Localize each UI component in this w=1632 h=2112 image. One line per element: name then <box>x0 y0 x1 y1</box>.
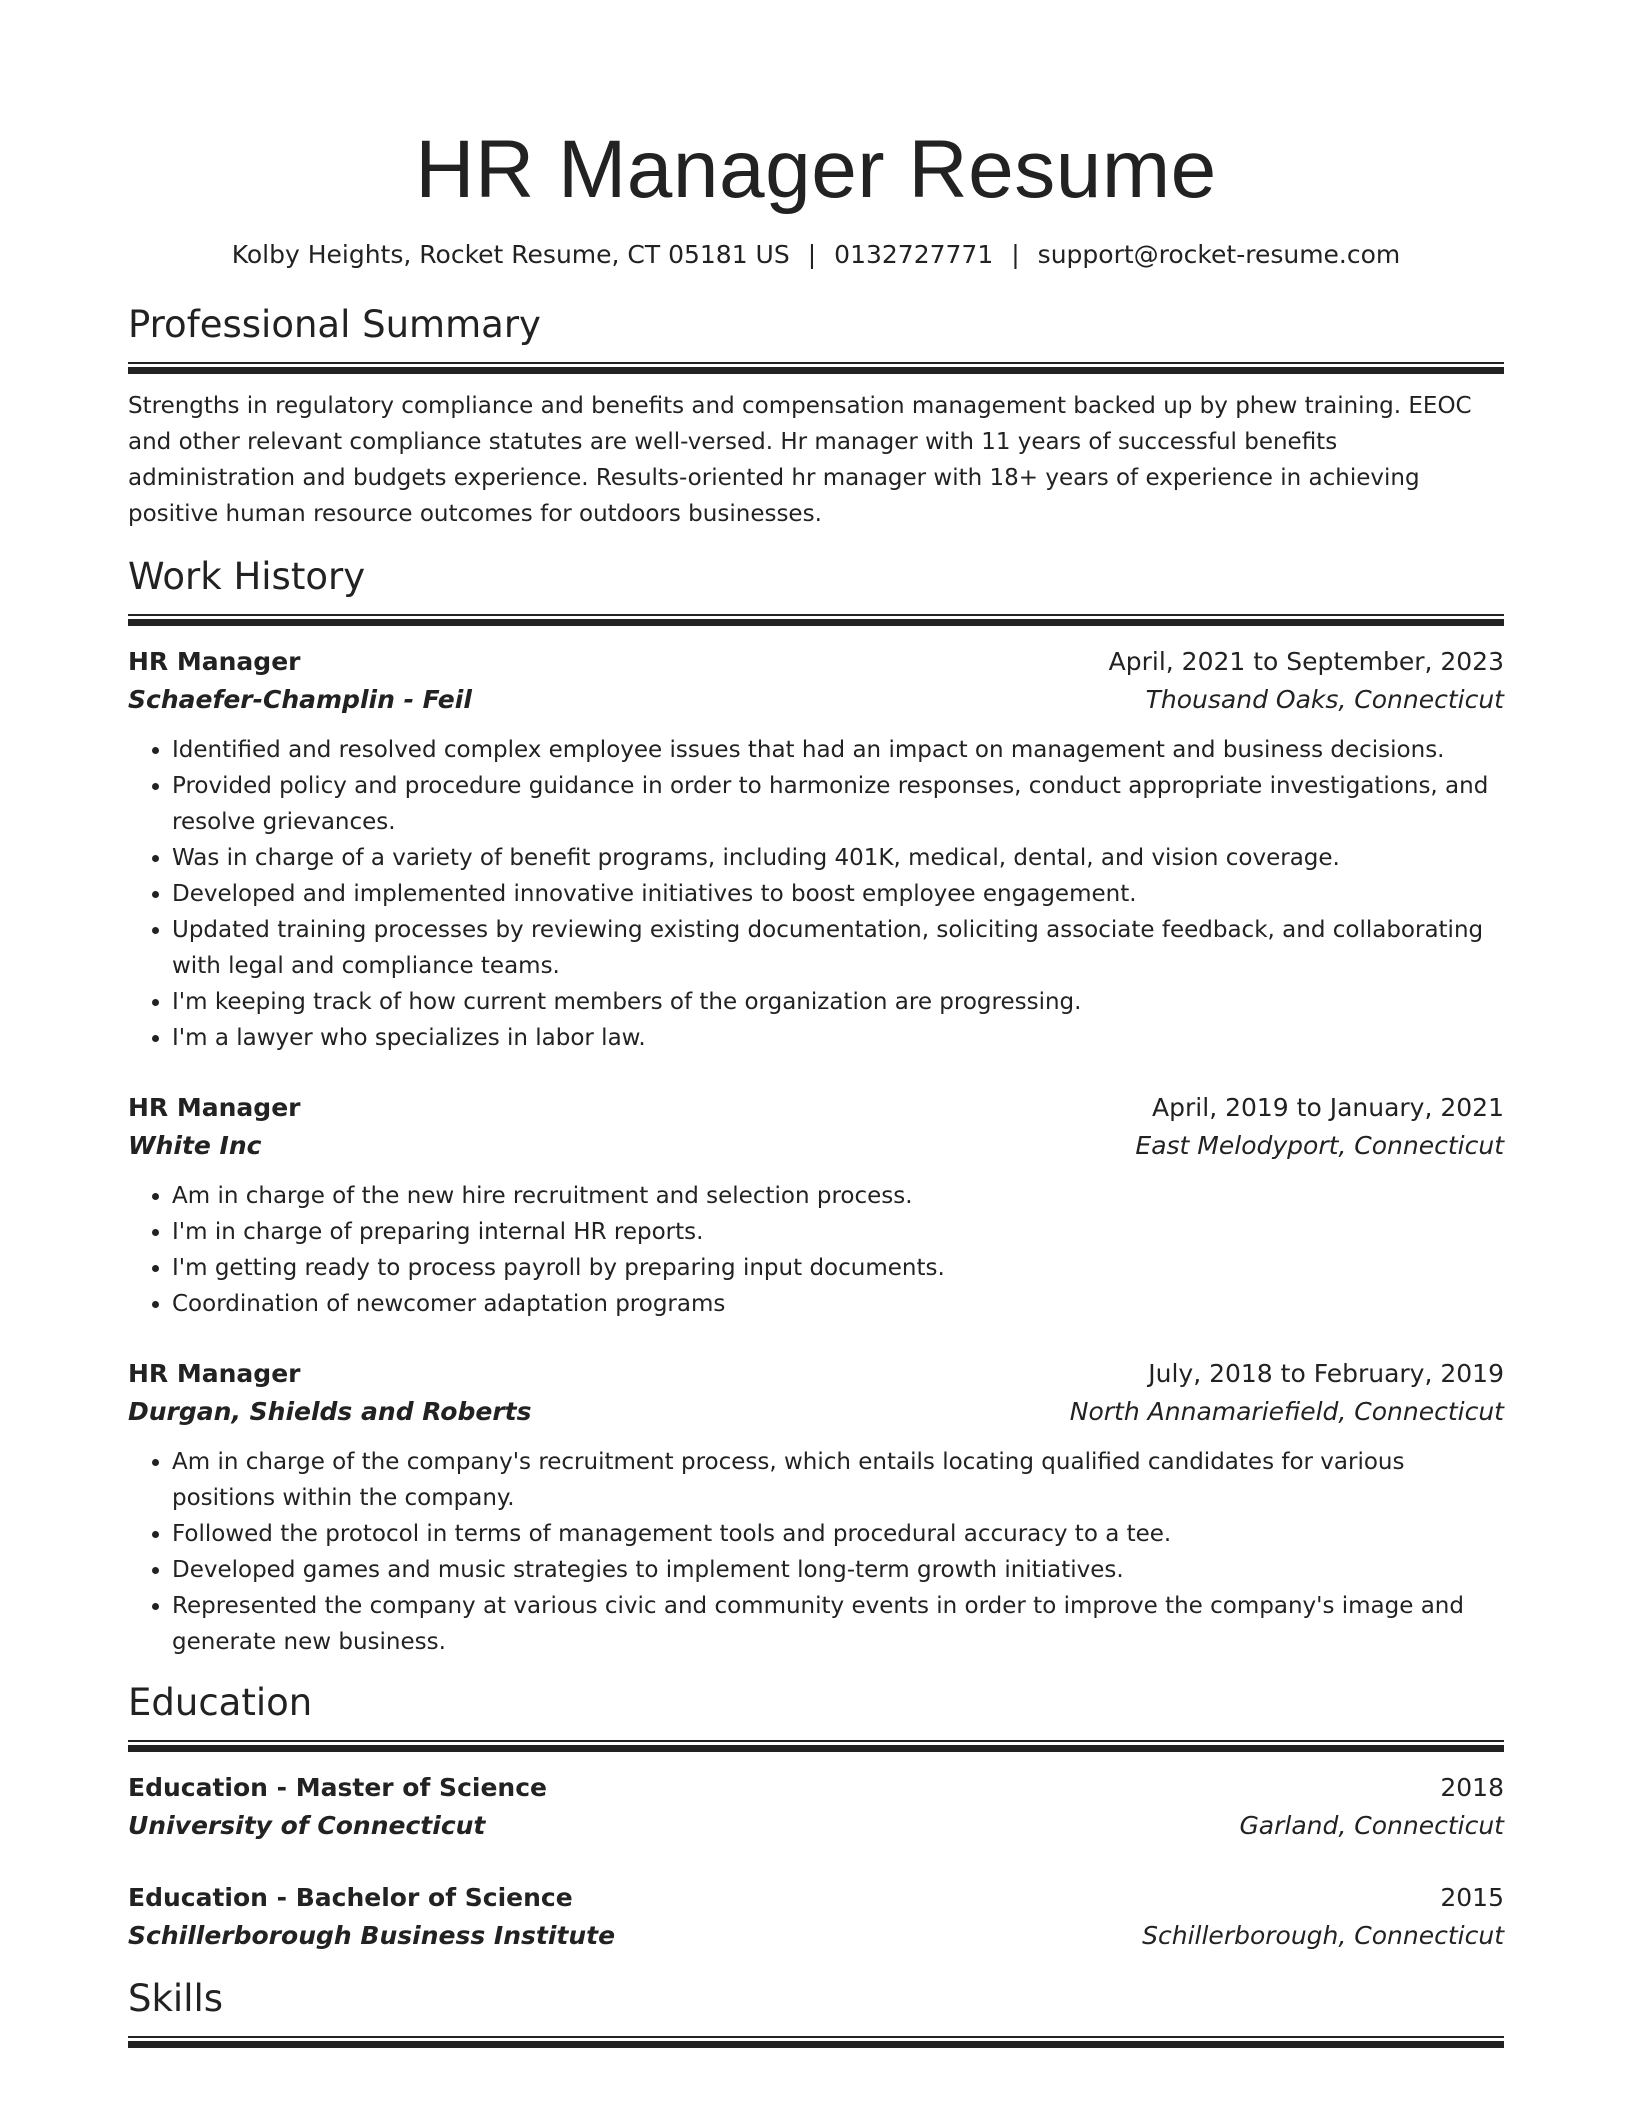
job-title: HR Manager <box>128 647 301 676</box>
job-entry <box>128 1090 1504 1322</box>
list-item: • Represented the company at various civic and community events in order to improve the company's image and generate new business. <box>172 1588 1504 1660</box>
contact-line <box>128 238 1504 272</box>
job-dates: April, 2021 to September, 2023 <box>1108 647 1504 676</box>
education-degree: Education - Bachelor of Science <box>128 1883 573 1912</box>
list-item: • Am in charge of the company's recruitment process, which entails locating qualified candidates for various positions within the company. <box>172 1444 1504 1516</box>
section-divider <box>128 362 1504 374</box>
contact-address: Kolby Heights, Rocket Resume, CT 05181 US <box>231 240 790 269</box>
summary-section <box>128 302 1504 532</box>
job-dates: April, 2019 to January, 2021 <box>1152 1093 1504 1122</box>
list-item: • I'm in charge of preparing internal HR reports. <box>172 1214 1504 1250</box>
job-bullets <box>128 1178 1504 1322</box>
education-year: 2015 <box>1440 1883 1504 1912</box>
job-company: White Inc <box>128 1131 262 1160</box>
job-location: Thousand Oaks, Connecticut <box>1145 685 1504 714</box>
job-company: Durgan, Shields and Roberts <box>128 1397 532 1426</box>
education-degree: Education - Master of Science <box>128 1773 547 1802</box>
contact-separator: | <box>1011 240 1020 269</box>
section-divider <box>128 614 1504 626</box>
list-item: • I'm getting ready to process payroll by preparing input documents. <box>172 1250 1504 1286</box>
job-location: East Melodyport, Connecticut <box>1135 1131 1504 1160</box>
education-school: University of Connecticut <box>128 1811 486 1840</box>
list-item: • Coordination of newcomer adaptation programs <box>172 1286 1504 1322</box>
work-history-heading: Work History <box>128 555 366 598</box>
job-entry <box>128 644 1504 1056</box>
list-item: • I'm keeping track of how current members of the organization are progressing. <box>172 984 1504 1020</box>
education-year: 2018 <box>1440 1773 1504 1802</box>
list-item: • Identified and resolved complex employee issues that had an impact on management and business decisions. <box>172 732 1504 768</box>
skills-section <box>128 1976 1504 2048</box>
resume-page <box>128 120 1504 2048</box>
job-entry <box>128 1356 1504 1660</box>
education-entry <box>128 1770 1504 1846</box>
education-location: Garland, Connecticut <box>1239 1811 1504 1840</box>
job-bullets <box>128 1444 1504 1660</box>
list-item: • Developed and implemented innovative initiatives to boost employee engagement. <box>172 876 1504 912</box>
contact-phone: 0132727771 <box>834 240 994 269</box>
education-entry <box>128 1880 1504 1956</box>
job-dates: July, 2018 to February, 2019 <box>1148 1359 1504 1388</box>
skills-heading: Skills <box>128 1977 224 2020</box>
job-company: Schaefer-Champlin - Feil <box>128 685 472 714</box>
education-location: Schillerborough, Connecticut <box>1142 1921 1504 1950</box>
education-heading: Education <box>128 1681 313 1724</box>
section-divider <box>128 2036 1504 2048</box>
summary-heading: Professional Summary <box>128 303 541 346</box>
list-item: • Provided policy and procedure guidance in order to harmonize responses, conduct appropriate investigations, and resolve grievances. <box>172 768 1504 840</box>
list-item: • Followed the protocol in terms of management tools and procedural accuracy to a tee. <box>172 1516 1504 1552</box>
education-section <box>128 1680 1504 1956</box>
list-item: • Developed games and music strategies to implement long-term growth initiatives. <box>172 1552 1504 1588</box>
contact-separator: | <box>807 240 817 269</box>
list-item: • Was in charge of a variety of benefit programs, including 401K, medical, dental, and vision coverage. <box>172 840 1504 876</box>
job-title: HR Manager <box>128 1093 301 1122</box>
job-bullets <box>128 732 1504 1056</box>
list-item: • I'm a lawyer who specializes in labor law. <box>172 1020 1504 1056</box>
job-location: North Annamariefield, Connecticut <box>1069 1397 1504 1426</box>
work-history-section <box>128 554 1504 1660</box>
list-item: • Am in charge of the new hire recruitment and selection process. <box>172 1178 1504 1214</box>
summary-text: Strengths in regulatory compliance and benefits and compensation management backed up by phew training. EEOC and other relevant compliance statutes are well-versed. Hr manager with 11 years of successful benefits administration and budgets experience. Results-oriented hr manager with 18+ years of experience in achieving positive human resource outcomes for outdoors businesses. <box>128 393 1472 527</box>
section-divider <box>128 1740 1504 1752</box>
education-school: Schillerborough Business Institute <box>128 1921 616 1950</box>
list-item: • Updated training processes by reviewing existing documentation, soliciting associate feedback, and collaborating with legal and compliance teams. <box>172 912 1504 984</box>
job-title: HR Manager <box>128 1359 301 1388</box>
contact-email: support@rocket-resume.com <box>1037 240 1401 269</box>
resume-title: HR Manager Resume <box>415 124 1217 215</box>
